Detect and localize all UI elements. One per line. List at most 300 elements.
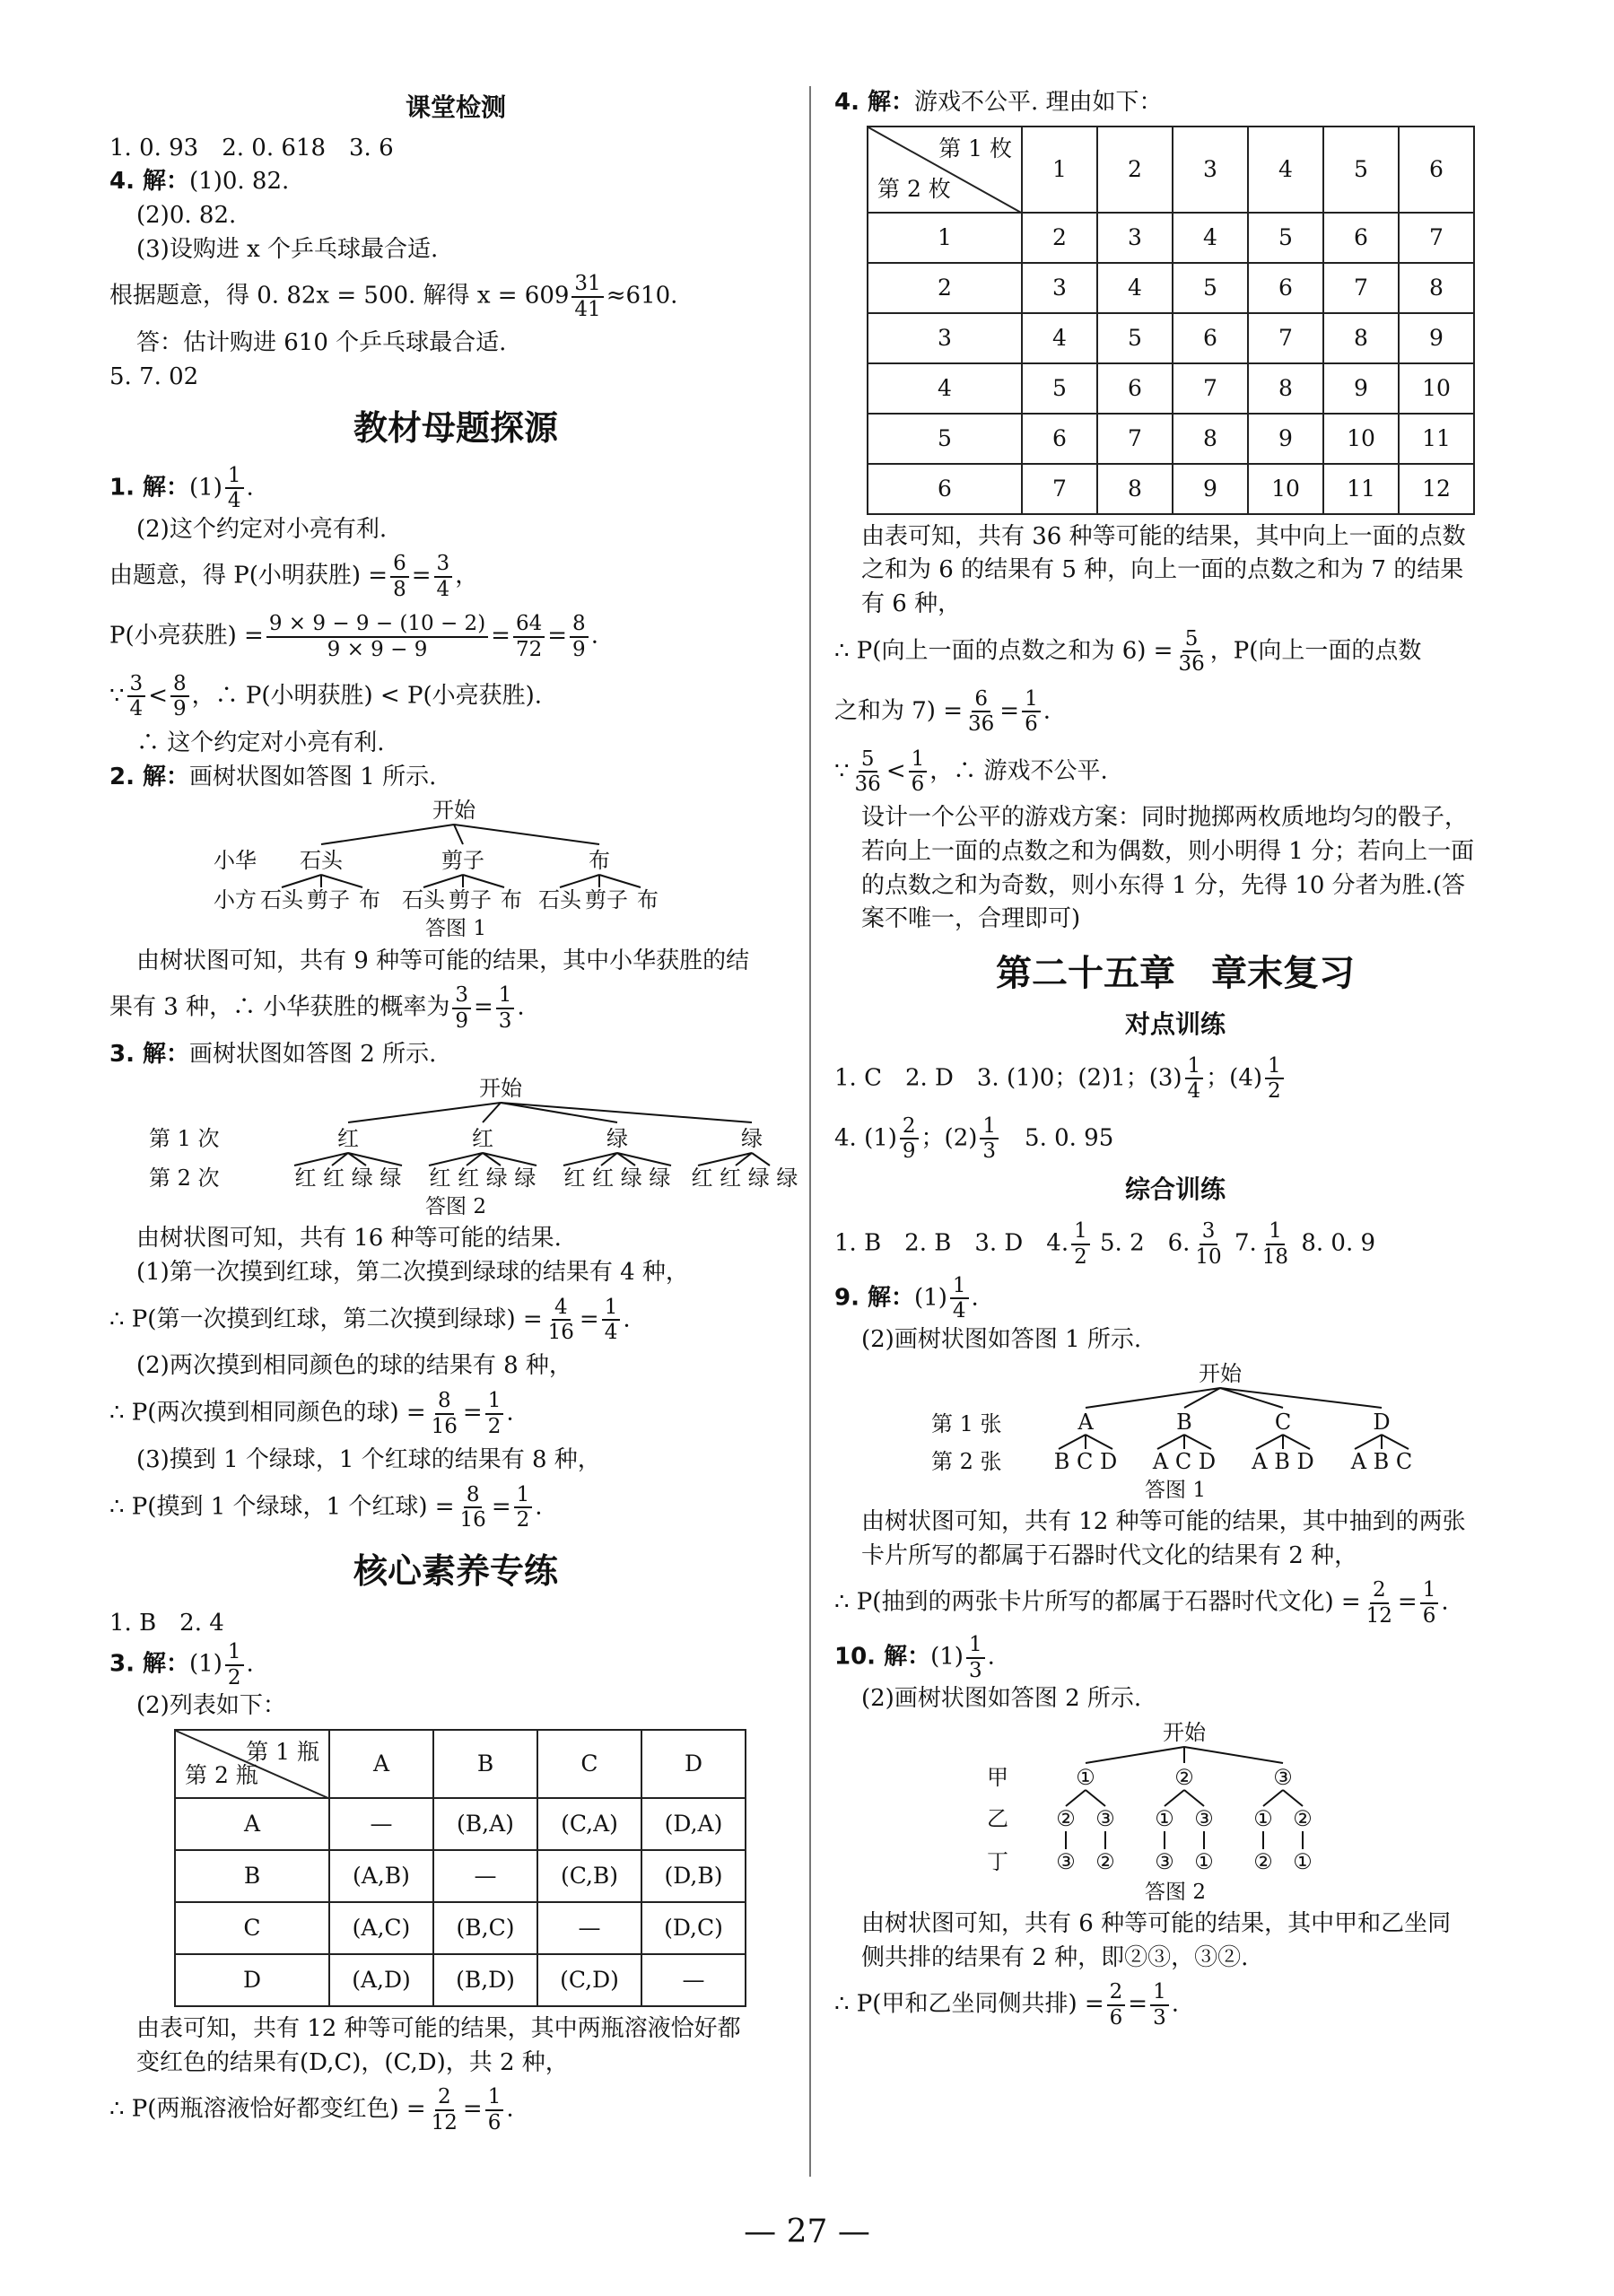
tree-node: ① (1155, 1805, 1174, 1831)
tree-leaf: 石头 (538, 887, 581, 913)
tree-leaf-group: A C D (1152, 1448, 1217, 1474)
tree-node: 布 (589, 848, 610, 874)
d4-7: ∵ $\frac{5}{36}$ < $\frac{1}{6}$ ，∴ 游戏不公平. (834, 746, 1108, 796)
table-cell: 3 (868, 313, 1022, 363)
table-header-cell: B (433, 1730, 537, 1798)
table-header-row (868, 127, 1474, 213)
table-cell: 10 (1323, 414, 1399, 464)
section-title-comprehensive: 综合训练 (1124, 1174, 1226, 1205)
fraction (602, 1296, 621, 1345)
d4-8: 设计一个公平的游戏方案：同时抛掷两枚质地均匀的骰子， (861, 804, 1469, 832)
answer-4 (109, 165, 802, 199)
denominator: 4 (1187, 1079, 1201, 1104)
b3-8: ∴ P(摸到 1 个绿球，1 个红球) = $\frac{8}{16}$ = $\frac{1}{2}$ . (109, 1482, 543, 1532)
table-cell: 2 (868, 263, 1022, 313)
row-label: 第 1 次 (149, 1125, 220, 1151)
table-header-cell: D (641, 1730, 746, 1798)
page-number: — 27 — (744, 2213, 870, 2250)
figure-caption: 答图 1 (425, 917, 486, 941)
numerator: 3 (434, 552, 453, 577)
tree-diagram-2 (142, 1074, 798, 1191)
row-label: 小华 (214, 848, 257, 874)
numerator: 1 (485, 2085, 504, 2110)
table-cell: 7 (1248, 313, 1323, 363)
fraction (458, 1483, 489, 1532)
c3-3: 由表可知，共有 12 种等可能的结果，其中两瓶溶液恰好都 (136, 2014, 741, 2042)
answer-4-5: 答：估计购进 610 个乒乓球最合适. (136, 329, 507, 357)
b1-3: 由题意，得 P(小明获胜) = $\frac{6}{8}$ = $\frac{3}{4}$ ， (109, 552, 479, 601)
denominator: 9 (902, 1139, 916, 1164)
text: ≈610. (606, 282, 678, 310)
tree-leaf: 剪子 (585, 887, 628, 913)
tree-diagram-3 (924, 1359, 1426, 1474)
text: ，∴ 游戏不公平. (929, 756, 1108, 784)
f1-8 (834, 1214, 1516, 1274)
denominator: 2 (1074, 1244, 1087, 1269)
answer-4-2: (2)0. 82. (136, 201, 237, 229)
tree-leaf: ② (1095, 1848, 1115, 1874)
tree-node: ② (1174, 1764, 1194, 1790)
table-cell: (D,A) (641, 1798, 746, 1850)
fraction (1420, 1578, 1439, 1628)
row-label: 丁 (987, 1848, 1008, 1874)
denominator: 12 (431, 2110, 458, 2134)
fraction (1022, 687, 1041, 737)
f9-1: 9. 解：(1) $\frac{1}{4}$ . (834, 1273, 979, 1323)
tree-leaf: 剪子 (449, 887, 492, 913)
label: 10. 解： (834, 1643, 931, 1671)
fraction (429, 2085, 460, 2134)
text: 根据题意，得 0. 82x = 500. 解得 x = 609 (109, 282, 570, 310)
answer-4-3: (3)设购进 x 个乒乓球最合适. (136, 235, 439, 263)
denominator: 4 (436, 577, 450, 601)
table-cell: 6 (1173, 313, 1248, 363)
row-label: 乙 (987, 1805, 1008, 1831)
tree-leaf-group: 红 红 绿 绿 (563, 1165, 671, 1191)
denominator: 12 (1365, 1603, 1392, 1628)
denominator: 6 (487, 2110, 502, 2134)
fraction (571, 272, 603, 321)
denominator: 6 (1109, 2005, 1123, 2030)
table-cell: 12 (1399, 464, 1474, 514)
label: 2. 解： (109, 763, 190, 790)
numerator: 31 (571, 272, 603, 297)
denominator: 2 (487, 1414, 502, 1438)
column-divider (809, 86, 811, 2177)
table-cell: (B,C) (433, 1902, 537, 1954)
tree-node: 剪子 (441, 848, 484, 874)
tree-root: 开始 (1163, 1719, 1206, 1745)
numerator: 4 (552, 1296, 571, 1321)
fraction (1150, 1980, 1169, 2030)
tree-leaf: 布 (501, 887, 522, 913)
text: (1) (914, 1284, 947, 1312)
numerator: 6 (972, 687, 990, 712)
numerator: 1 (1185, 1054, 1204, 1079)
text: 游戏不公平. 理由如下： (914, 89, 1163, 116)
c3-1: 3. 解：(1) $\frac{1}{2}$ . (109, 1640, 254, 1689)
table-cell: B (175, 1850, 329, 1902)
d4-3: 之和为 6 的结果有 5 种，向上一面的点数之和为 7 的结果 (861, 556, 1464, 584)
b3-1 (109, 1038, 802, 1072)
fraction (1175, 627, 1207, 677)
numerator: 3 (127, 672, 146, 697)
text: 果有 3 种，∴ 小华获胜的概率为 (109, 993, 450, 1021)
row-label: 小方 (214, 887, 257, 913)
b1-5: ∵ $\frac{3}{4}$ < $\frac{8}{9}$ ，∴ P(小明获胜) < P(小亮获胜). (109, 672, 543, 721)
numerator: 1 (980, 1114, 999, 1139)
table-cell: D (175, 1954, 329, 2006)
numerator: 2 (900, 1114, 919, 1139)
table-header-cell: 1 (1022, 127, 1097, 213)
denominator: 2 (227, 1665, 241, 1689)
table-row (868, 363, 1474, 414)
table-cell: 7 (1399, 213, 1474, 263)
tree-leaf: 石头 (260, 887, 303, 913)
fraction (513, 612, 545, 661)
table-header-cell: 5 (1323, 127, 1399, 213)
numerator: 1 (602, 1296, 621, 1321)
table-cell: 8 (1248, 363, 1323, 414)
figure-caption: 答图 2 (1145, 1880, 1206, 1904)
text: 5. 0. 95 (1001, 1124, 1114, 1152)
text: 之和为 7) = (834, 697, 964, 725)
text: P(小亮获胜) = (109, 622, 264, 650)
denominator: 9 (172, 697, 187, 721)
label: 3. 解： (109, 1041, 190, 1069)
numerator: 1 (496, 983, 515, 1008)
text: (1) (930, 1643, 964, 1671)
b3-3: (1)第一次摸到红球，第二次摸到绿球的结果有 4 种， (136, 1258, 689, 1286)
text: ∴ P(向上一面的点数之和为 6) = (834, 637, 1173, 665)
table-cell: 6 (1323, 213, 1399, 263)
table-cell: 5 (1097, 313, 1173, 363)
text: ∴ P(第一次摸到红球，第二次摸到绿球) = (109, 1305, 543, 1332)
table-cell: (C,B) (537, 1850, 641, 1902)
fraction (485, 1389, 504, 1438)
figure-caption: 答图 2 (425, 1194, 486, 1218)
section-title-classroom-test: 课堂检测 (405, 92, 506, 122)
table-row (868, 263, 1474, 313)
numerator: 1 (225, 1640, 244, 1665)
table-cell: 6 (1248, 263, 1323, 313)
b3-5: (2)两次摸到相同颜色的球的结果有 8 种， (136, 1352, 572, 1380)
f10-2: (2)画树状图如答图 2 所示. (861, 1684, 1142, 1712)
figure-caption: 答图 1 (1145, 1478, 1206, 1502)
table-cell: 5 (1022, 363, 1097, 414)
text: ∴ P(两瓶溶液恰好都变红色) = (109, 2095, 426, 2123)
denominator: 16 (431, 1414, 458, 1438)
section-title-textbook: 教材母题探源 (353, 407, 558, 448)
text: (1) (189, 474, 222, 502)
table-cell: 9 (1323, 363, 1399, 414)
label: 9. 解： (834, 1284, 915, 1312)
table-cell: 5 (1173, 263, 1248, 313)
label: 1. 解： (109, 474, 190, 502)
tree-leaf: ① (1293, 1848, 1313, 1874)
text: 8. 0. 9 (1301, 1229, 1376, 1257)
e1 (834, 1049, 1516, 1109)
fraction (452, 983, 471, 1033)
f10-5: ∴ P(甲和乙坐同侧共排) = $\frac{2}{6}$ = $\frac{1}{3}$ . (834, 1980, 1179, 2030)
text: 5. 2 6. (1100, 1229, 1191, 1257)
table-cell: (A,B) (329, 1850, 433, 1902)
fraction (1265, 1054, 1284, 1104)
tree-leaf: ① (1194, 1848, 1214, 1874)
tree-leaf: 剪子 (307, 887, 350, 913)
tree-node: D (1373, 1409, 1391, 1435)
numerator: 1 (485, 1389, 504, 1414)
fraction (514, 1483, 533, 1532)
table-row (175, 1902, 746, 1954)
table-cell: (B,A) (433, 1798, 537, 1850)
c3-5: ∴ P(两瓶溶液恰好都变红色) = $\frac{2}{12}$ = $\frac{1}{6}$ . (109, 2085, 514, 2134)
table-cell: 7 (1097, 414, 1173, 464)
d4-5 (834, 622, 1516, 682)
tree-leaf: 石头 (402, 887, 445, 913)
tree-node: ② (1293, 1805, 1313, 1831)
fraction (1364, 1578, 1395, 1628)
denominator: 18 (1261, 1244, 1289, 1269)
table-cell: 9 (1248, 414, 1323, 464)
table-cell: 4 (1173, 213, 1248, 263)
denominator: 4 (952, 1299, 966, 1323)
denominator: 3 (1153, 2005, 1166, 2030)
denominator: 16 (459, 1508, 486, 1532)
d4-2: 由表可知，共有 36 种等可能的结果，其中向上一面的点数 (861, 522, 1466, 550)
row-label: 第 2 张 (931, 1448, 1002, 1474)
table-cell: 8 (1323, 313, 1399, 363)
table-corner-cell (175, 1730, 329, 1798)
row-label: 第 2 次 (149, 1165, 220, 1191)
numerator: 1 (1420, 1578, 1439, 1603)
numerator: 1 (1150, 1980, 1169, 2005)
tree-node: ① (1253, 1805, 1273, 1831)
table-header-cell: 6 (1399, 127, 1474, 213)
d4-11: 案不唯一，合理即可) (861, 905, 1081, 933)
table-cell: (D,C) (641, 1902, 746, 1954)
tree-leaf: 布 (359, 887, 380, 913)
text: 由题意，得 P(小明获胜) = (109, 562, 388, 589)
denominator: 9 (455, 1008, 468, 1033)
table-cell: (D,B) (641, 1850, 746, 1902)
tree-node: 红 (472, 1125, 493, 1151)
label: 4. 解： (109, 168, 190, 196)
fraction (434, 552, 453, 601)
fraction (852, 747, 884, 797)
denominator: 16 (547, 1321, 574, 1344)
tree-node: 绿 (606, 1125, 628, 1151)
table-cell: 6 (1097, 363, 1173, 414)
table-header-cell: 3 (1173, 127, 1248, 213)
table-cell: (C,D) (537, 1954, 641, 2006)
tree-node: B (1176, 1409, 1192, 1435)
b2-3: 果有 3 种，∴ 小华获胜的概率为 $\frac{3}{9}$ = $\frac{1}{3}$ . (109, 983, 525, 1033)
text: ；(2) (920, 1124, 978, 1152)
text: ∴ P(抽到的两张卡片所写的都属于石器时代文化) = (834, 1588, 1361, 1616)
tree-leaf-group: 红 红 绿 绿 (429, 1165, 537, 1191)
tree-diagram-1 (205, 796, 707, 912)
table-cell: 10 (1248, 464, 1323, 514)
table-cell: 6 (868, 464, 1022, 514)
fraction (1185, 1054, 1204, 1104)
b3-6: ∴ P(两次摸到相同颜色的球) = $\frac{8}{16}$ = $\frac{1}{2}$ . (109, 1389, 514, 1438)
denominator: 72 (515, 637, 543, 661)
numerator: 8 (170, 672, 189, 697)
table-cell: — (433, 1850, 537, 1902)
table-cell: 8 (1097, 464, 1173, 514)
fraction (545, 1296, 577, 1345)
d4-9: 若向上一面的点数之和为偶数，则小明得 1 分；若向上一面 (861, 838, 1475, 866)
d4-4: 有 6 种， (861, 590, 962, 618)
text: ；(4) (1206, 1064, 1263, 1092)
b1-4: P(小亮获胜) = $\frac{9 \times 9 - 9 - (10 - 2)}{9 \times 9 - 9}$ = $\frac{64}{72}$ = $\frac{8}{9}$ . (109, 612, 598, 661)
numerator: 1 (1071, 1219, 1090, 1244)
table-cell: (B,D) (433, 1954, 537, 2006)
table-cell: 8 (1173, 414, 1248, 464)
table-header-row (175, 1730, 746, 1798)
table-row (868, 313, 1474, 363)
table-header-cell: 4 (1248, 127, 1323, 213)
table-row (868, 213, 1474, 263)
table-cell: 1 (868, 213, 1022, 263)
table-row (868, 464, 1474, 514)
chapter-title: 第二十五章 章末复习 (996, 953, 1355, 995)
row-label: 第 1 张 (931, 1410, 1002, 1436)
right-column (834, 86, 1516, 2035)
table-cell: 3 (1097, 213, 1173, 263)
fraction (909, 747, 928, 797)
tree-root: 开始 (432, 798, 475, 824)
denominator: 2 (516, 1508, 530, 1532)
fraction (485, 2085, 504, 2134)
tree-leaf: ② (1253, 1848, 1273, 1874)
fraction (966, 1633, 985, 1682)
f9-3: 由树状图可知，共有 12 种等可能的结果，其中抽到的两张 (861, 1507, 1466, 1535)
text: ，∴ P(小明获胜) < P(小亮获胜). (191, 682, 543, 710)
denominator: 8 (393, 577, 406, 601)
tree-leaf-group: 红 红 绿 绿 (294, 1165, 402, 1191)
table-cell: (A,C) (329, 1902, 433, 1954)
table-header-cell: A (329, 1730, 433, 1798)
fraction (965, 687, 997, 737)
answer-5: 5. 7. 02 (109, 362, 199, 390)
table-cell: — (537, 1902, 641, 1954)
text: 1. C 2. D 3. (1)0；(2)1；(3) (834, 1064, 1182, 1092)
table-cell: 7 (1022, 464, 1097, 514)
table-cell: 2 (1022, 213, 1097, 263)
tree-node: ③ (1273, 1764, 1293, 1790)
text: 7. (1234, 1229, 1257, 1257)
table-cell: 8 (1399, 263, 1474, 313)
fraction (570, 612, 589, 661)
c3-2: (2)列表如下： (136, 1692, 286, 1720)
denominator: 10 (1195, 1244, 1222, 1269)
text: 画树状图如答图 1 所示. (189, 763, 437, 790)
fraction (225, 464, 244, 513)
table-header-cell: C (537, 1730, 641, 1798)
denominator: 4 (227, 489, 241, 513)
b3-4: ∴ P(第一次摸到红球，第二次摸到绿球) = $\frac{4}{16}$ = $\frac{1}{4}$ . (109, 1295, 631, 1344)
denominator: 3 (498, 1008, 512, 1033)
tree-node: ③ (1194, 1805, 1214, 1831)
table-cell: (C,A) (537, 1798, 641, 1850)
numerator: 1 (1266, 1219, 1285, 1244)
table-row (175, 1954, 746, 2006)
fraction (950, 1274, 969, 1323)
denominator: 3 (968, 1658, 982, 1682)
b1-2: (2)这个约定对小亮有利. (136, 515, 388, 543)
table-cell: 3 (1022, 263, 1097, 313)
b3-2: 由树状图可知，共有 16 种等可能的结果. (136, 1225, 562, 1253)
tree-node: 石头 (300, 848, 343, 874)
text: (1) (189, 1650, 222, 1678)
b3-7: (3)摸到 1 个绿球，1 个红球的结果有 8 种， (136, 1446, 601, 1473)
d4-6: 之和为 7) = $\frac{6}{36}$ = $\frac{1}{6}$ . (834, 686, 1051, 737)
c3-4: 变红色的结果有(D,C)，(C,D)，共 2 种， (136, 2048, 569, 2076)
table-cell: 9 (1173, 464, 1248, 514)
denominator: 36 (968, 712, 995, 737)
numerator: 1 (1022, 687, 1041, 712)
answer-1-3: 1. 0. 93 2. 0. 618 3. 6 (109, 134, 394, 162)
denominator: 6 (1025, 712, 1038, 737)
table-cell: — (329, 1798, 433, 1850)
table-cell: 10 (1399, 363, 1474, 414)
numerator: 5 (859, 747, 877, 773)
numerator: 5 (1182, 627, 1201, 652)
tree-node: A (1077, 1409, 1094, 1435)
fraction (980, 1114, 999, 1164)
numerator: 64 (513, 612, 545, 637)
b1-6: ∴ 这个约定对小亮有利. (136, 729, 385, 756)
b2-2: 由树状图可知，共有 9 种等可能的结果，其中小华获胜的结 (136, 947, 750, 974)
fraction (1071, 1219, 1090, 1269)
bottle-table (174, 1729, 746, 2007)
tree-node: 绿 (741, 1125, 763, 1151)
numerator: 1 (225, 464, 244, 489)
denominator: 36 (1178, 652, 1205, 677)
numerator: 1 (1265, 1054, 1284, 1079)
f10-4: 侧共排的结果有 2 种，即②③，③②. (861, 1943, 1249, 1971)
table-cell: 7 (1173, 363, 1248, 414)
fraction (127, 672, 146, 721)
tree-leaf-group: A B C (1350, 1448, 1413, 1474)
numerator: 2 (1370, 1578, 1389, 1603)
numerator: 1 (514, 1483, 533, 1508)
denominator: 36 (854, 772, 881, 796)
table-cell: 11 (1323, 464, 1399, 514)
col-header: 第 1 瓶 (246, 1738, 319, 1765)
table-cell: 9 (1399, 313, 1474, 363)
table-cell: — (641, 1954, 746, 2006)
tree-root: 开始 (1199, 1360, 1242, 1386)
table-header-cell: 2 (1097, 127, 1173, 213)
b2-1 (109, 761, 802, 795)
f9-2: (2)画树状图如答图 1 所示. (861, 1325, 1142, 1353)
numerator: 8 (464, 1483, 483, 1508)
table-cell: 4 (1097, 263, 1173, 313)
tree-diagram-4 (969, 1718, 1382, 1876)
tree-node: C (1274, 1409, 1292, 1435)
label: 4. 解： (834, 89, 915, 116)
denominator: 4 (129, 697, 144, 721)
table-cell: C (175, 1902, 329, 1954)
table-row (175, 1798, 746, 1850)
tree-leaf-group: A B D (1252, 1448, 1314, 1474)
b1-1: 1. 解：(1) $\frac{1}{4}$ . (109, 463, 254, 513)
row-label: 甲 (987, 1764, 1008, 1790)
table-cell: 5 (868, 414, 1022, 464)
